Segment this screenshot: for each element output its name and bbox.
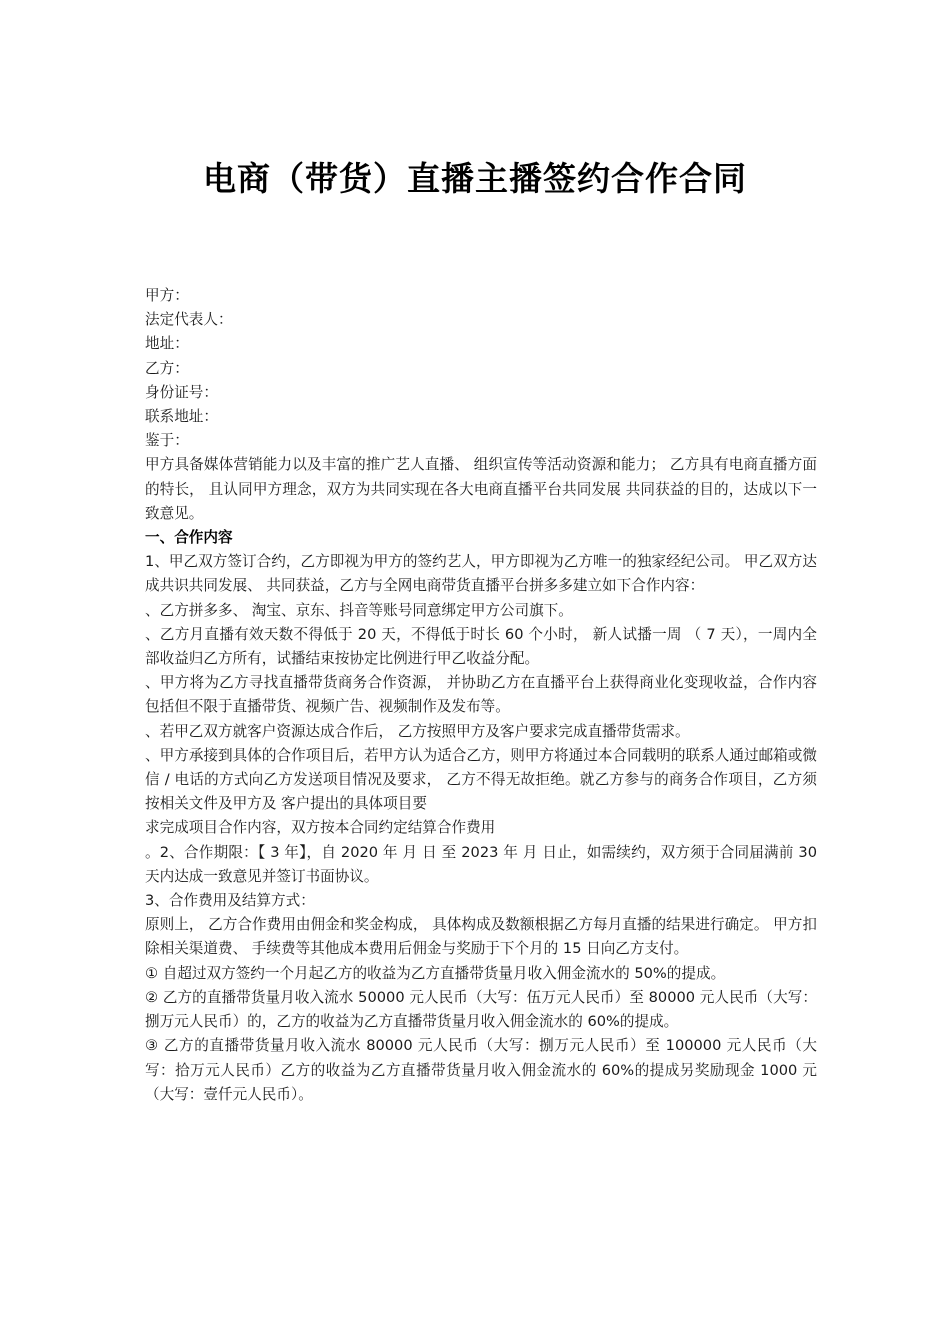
clause-item: 、甲方承接到具体的合作项目后，若甲方认为适合乙方，则甲方将通过本合同载明的联系人通过邮箱或微信 / 电话的方式向乙方发送项目情况及要求， 乙方不得无故拒绝。就乙方参与的商务合作项目，乙方须按相关文件及甲方及 客户提出的具体项目要 bbox=[145, 746, 817, 813]
clause-item: 、若甲乙双方就客户资源达成合作后， 乙方按照甲方及客户要求完成直播带货需求。 bbox=[145, 722, 690, 740]
intro-paragraph: 甲方具备媒体营销能力以及丰富的推广艺人直播、 组织宣传等活动资源和能力； 乙方具有电商直播方面的特长， 且认同甲方理念，双方为共同实现在各大电商直播平台共同发展 共同获益的目的，达成以下一致意见。 bbox=[145, 456, 817, 522]
clause-3-intro: 原则上， 乙方合作费用由佣金和奖金构成， 具体构成及数额根据乙方每月直播的结果进行确定。 甲方扣除相关渠道费、 手续费等其他成本费用后佣金与奖励于下个月的 15 日向乙方支付。 bbox=[145, 916, 817, 958]
clause-1: 1、甲乙双方签订合约，乙方即视为甲方的签约艺人，甲方即视为乙方唯一的独家经纪公司。 甲乙双方达成共识共同发展、 共同获益，乙方与全网电商带货直播平台拼多多建立如下合作内容： bbox=[145, 553, 817, 595]
whereas-label: 鉴于： bbox=[145, 432, 189, 450]
commission-tier-2: ② 乙方的直播带货量月收入流水 50000 元人民币（大写：伍万元人民币）至 80000 元人民币（大写：捌万元人民币）的，乙方的收益为乙方直播带货量月收入佣金流水的 60%的提成。 bbox=[145, 988, 817, 1031]
contact-address-field: 联系地址： bbox=[145, 408, 218, 426]
party-a-field: 甲方： bbox=[145, 287, 189, 304]
section-heading: 一、合作内容 bbox=[145, 529, 233, 547]
clause-item: 、甲方将为乙方寻找直播带货商务合作资源， 并协助乙方在直播平台上获得商业化变现收益，合作内容包括但不限于直播带货、视频广告、视频制作及发布等。 bbox=[145, 674, 817, 716]
clause-item: 、乙方月直播有效天数不得低于 20 天，不得低于时长 60 个小时， 新人试播一周 （ 7 天），一周内全部收益归乙方所有，试播结束按协定比例进行甲乙收益分配。 bbox=[145, 625, 817, 668]
contract-body bbox=[145, 284, 817, 1107]
clause-3-heading: 3、合作费用及结算方式： bbox=[145, 892, 315, 910]
commission-tier-3: ③ 乙方的直播带货量月收入流水 80000 元人民币（大写：捌万元人民币）至 100000 元人民币（大写：拾万元人民币）乙方的收益为乙方直播带货量月收入佣金流水的 60%的提成另奖励现金 1000 元（大写：壹仟元人民币）。 bbox=[145, 1037, 817, 1103]
party-b-field: 乙方： bbox=[145, 359, 189, 377]
legal-rep-field: 法定代表人： bbox=[145, 311, 233, 329]
address-field: 地址： bbox=[145, 335, 189, 353]
clause-item: 、乙方拼多多、 淘宝、京东、抖音等账号同意绑定甲方公司旗下。 bbox=[145, 601, 573, 619]
clause-item-continuation: 求完成项目合作内容，双方按本合同约定结算合作费用 bbox=[145, 819, 496, 837]
commission-tier-1: ① 自超过双方签约一个月起乙方的收益为乙方直播带货量月收入佣金流水的 50%的提成。 bbox=[145, 964, 726, 982]
clause-2: 。2、合作期限：【 3 年】，自 2020 年 月 日 至 2023 年 月 日止，如需续约，双方须于合同届满前 30 天内达成一致意见并签订书面协议。 bbox=[145, 843, 817, 885]
id-number-field: 身份证号： bbox=[145, 383, 218, 401]
page-title: 电商（带货）直播主播签约合作合同 bbox=[203, 159, 747, 198]
